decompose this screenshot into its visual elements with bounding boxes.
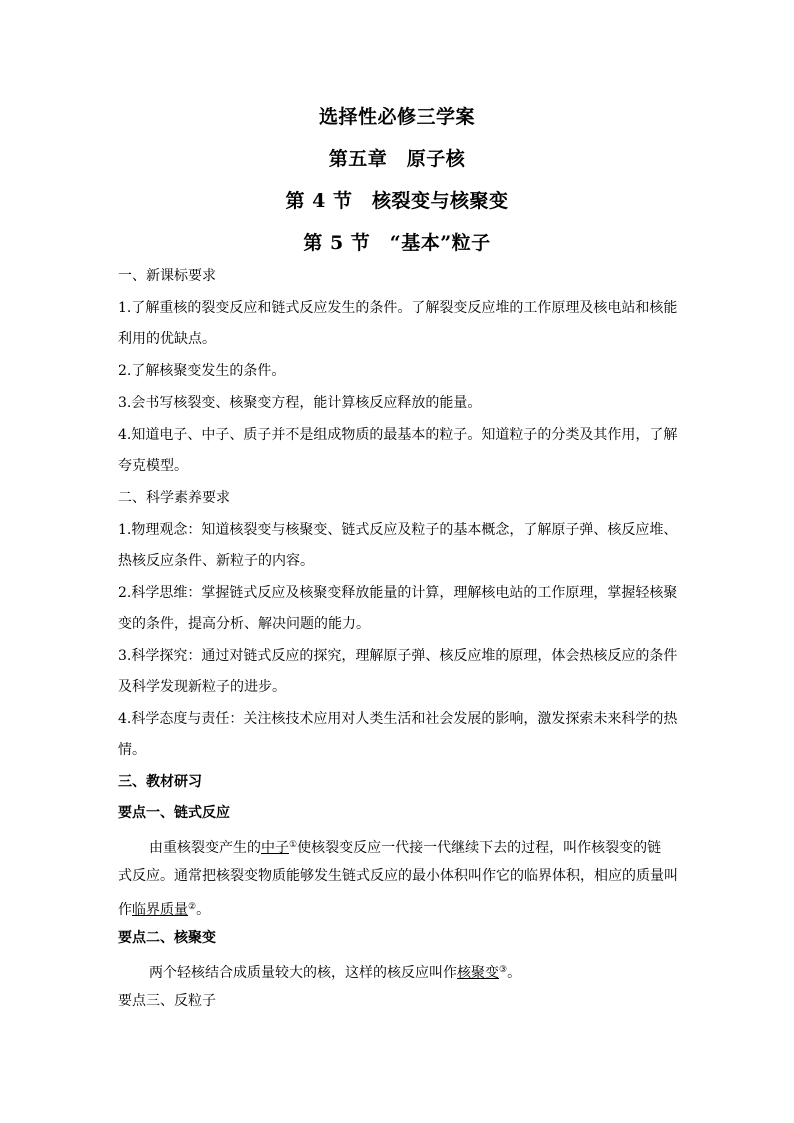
- key-term-critical-mass: 临界质量: [132, 902, 188, 918]
- literacy-1-line-1: 1.物理观念：知道核裂变与核聚变、链式反应及粒子的基本概念，了解原子弹、核反应堆、: [118, 522, 678, 538]
- key-term-fusion: 核聚变: [457, 965, 499, 981]
- literacy-3-line-1: 3.科学探究：通过对链式反应的探究，理解原子弹、核反应堆的原理，体会热核反应的条件: [118, 648, 678, 664]
- text-run: 两个轻核结合成质量较大的核，这样的核反应叫作: [149, 965, 457, 981]
- text-run: 。: [196, 902, 211, 918]
- heading-literacy: 二、科学素养要求: [118, 490, 230, 506]
- point-2-title: 要点二、核聚变: [118, 930, 216, 946]
- standard-2: 2.了解核聚变发生的条件。: [118, 363, 286, 379]
- doc-title: 选择性必修三学案: [318, 106, 475, 128]
- literacy-2-line-1: 2.科学思维：掌握链式反应及核聚变释放能量的计算，理解核电站的工作原理，掌握轻核聚: [118, 585, 678, 601]
- literacy-1-line-2: 热核反应条件、新粒子的内容。: [118, 553, 314, 569]
- point-2-line-1: [149, 960, 709, 983]
- standard-4-line-1: 4.知道电子、中子、质子并不是组成物质的最基本的粒子。知道粒子的分类及其作用，了解: [118, 427, 678, 443]
- chapter-title: 第五章 原子核: [328, 148, 466, 170]
- section-title-4: 第 4 节 核裂变与核聚变: [285, 190, 509, 212]
- text-run: 作: [118, 902, 132, 918]
- literacy-2-line-2: 变的条件，提高分析、解决问题的能力。: [118, 616, 370, 632]
- heading-standards: 一、新课标要求: [118, 268, 216, 284]
- note-marker: ③: [499, 965, 508, 975]
- standard-1-line-1: 1.了解重核的裂变反应和链式反应发生的条件。了解裂变反应堆的工作原理及核电站和核能: [118, 300, 678, 316]
- section-title-5: 第 5 节 “基本”粒子: [303, 232, 491, 254]
- note-marker: ②: [188, 902, 197, 912]
- heading-textbook: 三、教材研习: [118, 774, 202, 790]
- point-3-title: 要点三、反粒子: [118, 993, 216, 1009]
- text-run: 由重核裂变产生的: [149, 840, 261, 856]
- point-1-line-2: 式反应。通常把核裂变物质能够发生链式反应的最小体积叫作它的临界体积，相应的质量叫: [118, 868, 678, 884]
- literacy-4-line-2: 情。: [118, 742, 146, 758]
- standard-3: 3.会书写核裂变、核聚变方程，能计算核反应释放的能量。: [118, 395, 482, 411]
- standard-4-line-2: 夸克模型。: [118, 458, 188, 474]
- note-marker: ①: [289, 840, 298, 850]
- text-run: 使核裂变反应一代接一代继续下去的过程，叫作核裂变的链: [297, 840, 662, 856]
- point-1-line-1: [149, 835, 709, 858]
- standard-1-line-2: 利用的优缺点。: [118, 331, 216, 347]
- text-run: 。: [507, 965, 522, 981]
- point-1-title: 要点一、链式反应: [118, 805, 230, 821]
- literacy-3-line-2: 及科学发现新粒子的进步。: [118, 679, 286, 695]
- key-term-neutron: 中子: [261, 840, 289, 856]
- point-1-line-3: [118, 897, 678, 920]
- literacy-4-line-1: 4.科学态度与责任：关注核技术应用对人类生活和社会发展的影响，激发探索未来科学的热: [118, 711, 678, 727]
